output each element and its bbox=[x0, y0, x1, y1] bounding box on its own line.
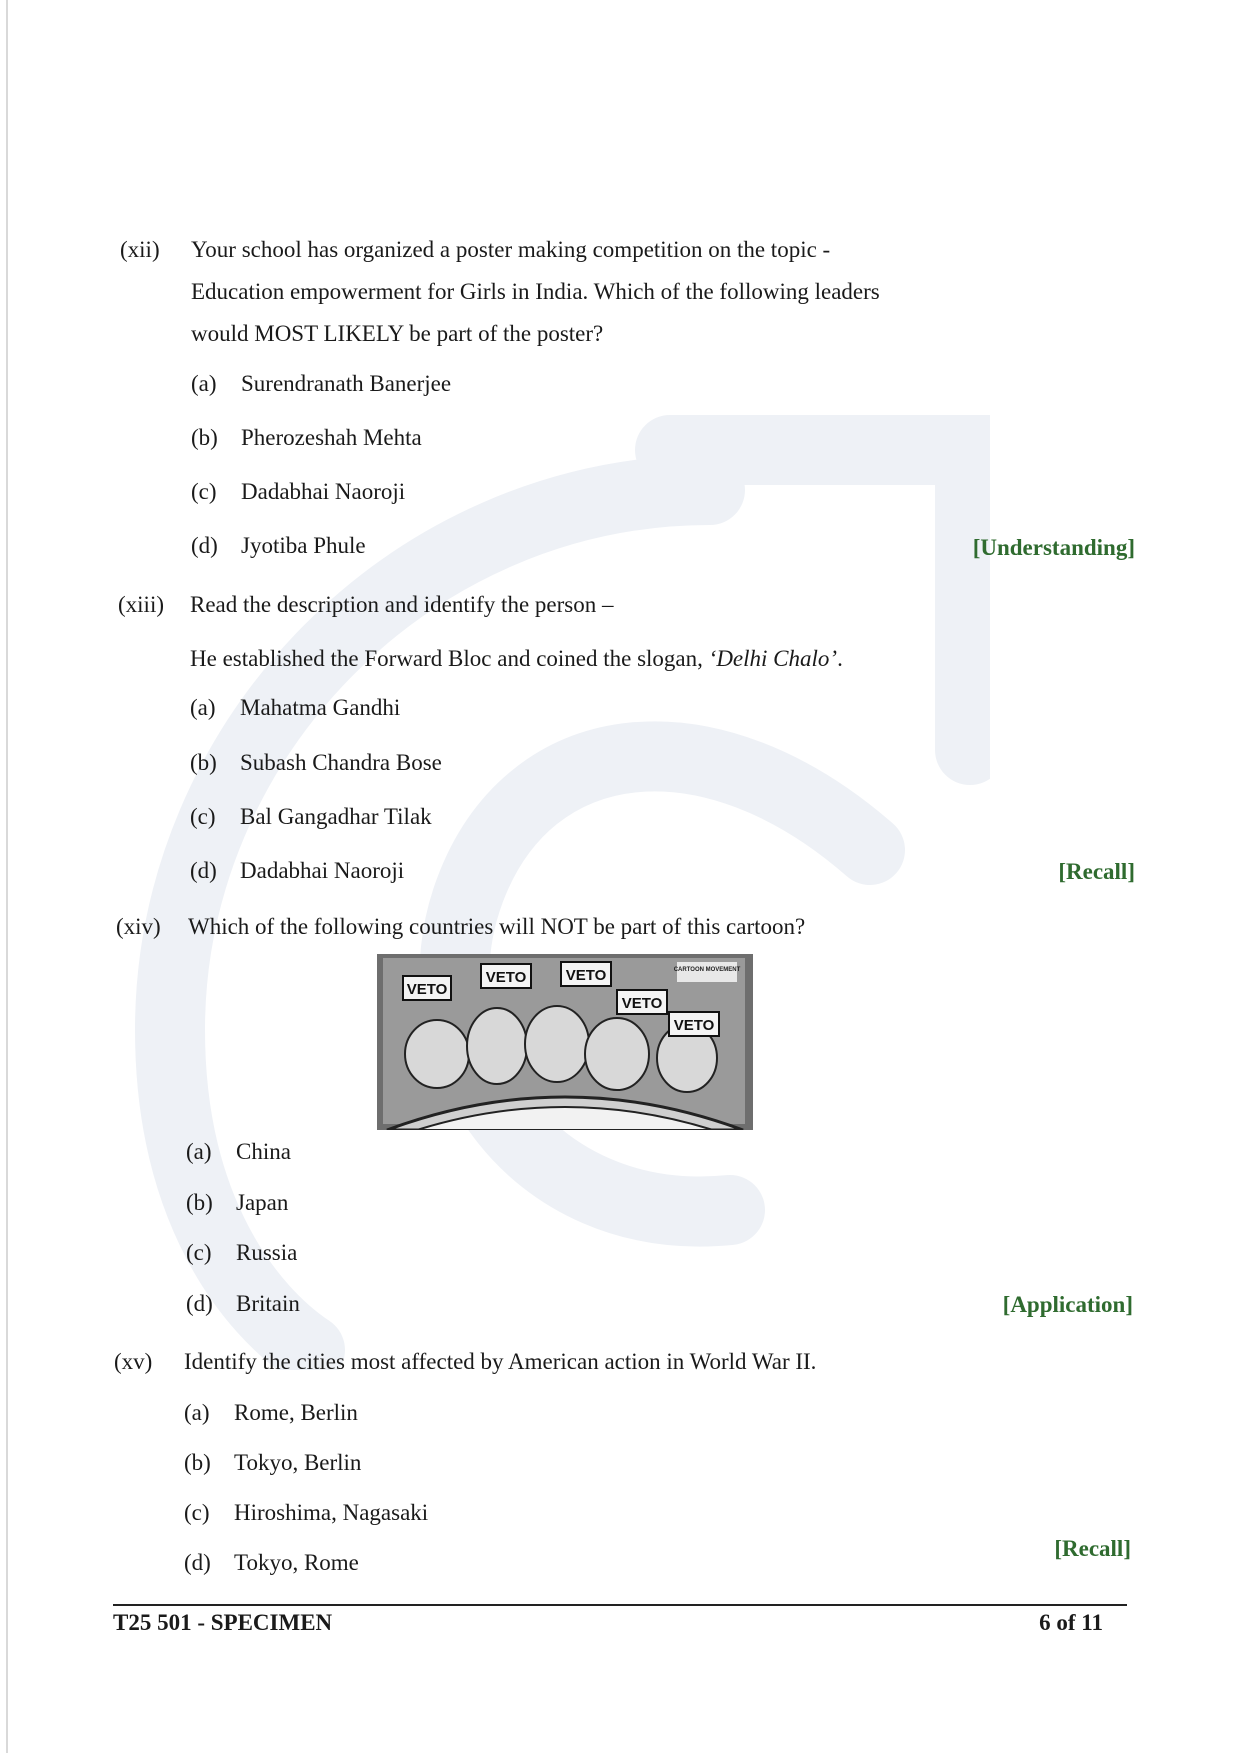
footer-rule bbox=[113, 1604, 1127, 1606]
option-c bbox=[190, 802, 432, 832]
option-label: (b) bbox=[184, 1450, 211, 1475]
question-number: (xiii) bbox=[118, 592, 164, 617]
option-label: (d) bbox=[190, 858, 217, 883]
option-b bbox=[186, 1188, 288, 1218]
cognitive-level-tag: [Application] bbox=[1002, 1292, 1133, 1317]
cartoon-figure-3 bbox=[525, 1006, 589, 1082]
option-label: (c) bbox=[191, 479, 217, 504]
veto-cartoon-image bbox=[377, 954, 753, 1130]
option-text: Bal Gangadhar Tilak bbox=[240, 804, 432, 829]
veto-sign: VETO bbox=[565, 967, 607, 984]
description-end: . bbox=[837, 646, 843, 671]
question-description bbox=[190, 638, 843, 680]
cognitive-level-tag: [Recall] bbox=[1054, 1536, 1131, 1561]
option-text: Jyotiba Phule bbox=[241, 533, 366, 558]
option-text: Subash Chandra Bose bbox=[240, 750, 442, 775]
option-a bbox=[191, 369, 451, 399]
option-label: (a) bbox=[190, 695, 216, 720]
option-label: (b) bbox=[191, 425, 218, 450]
veto-sign: VETO bbox=[673, 1017, 715, 1034]
option-label: (a) bbox=[191, 371, 217, 396]
option-d bbox=[184, 1548, 359, 1578]
option-label: (b) bbox=[190, 750, 217, 775]
option-d bbox=[191, 531, 366, 561]
page-number: 6 of 11 bbox=[1039, 1610, 1103, 1635]
cognitive-level-tag: [Understanding] bbox=[972, 535, 1135, 560]
option-b bbox=[191, 423, 422, 453]
option-text: Russia bbox=[236, 1240, 298, 1265]
option-c bbox=[191, 477, 405, 507]
cognitive-level-tag: [Recall] bbox=[1058, 859, 1135, 884]
option-a bbox=[184, 1398, 358, 1428]
left-edge-rule bbox=[6, 0, 8, 1753]
option-text: Pherozeshah Mehta bbox=[241, 425, 422, 450]
option-label: (d) bbox=[191, 533, 218, 558]
option-text: Dadabhai Naoroji bbox=[241, 479, 406, 504]
question-stem: Which of the following countries will NOT be part of this cartoon? bbox=[188, 914, 806, 939]
description-text: He established the Forward Bloc and coined the slogan, bbox=[190, 646, 709, 671]
option-label: (a) bbox=[184, 1400, 210, 1425]
option-text: Mahatma Gandhi bbox=[240, 695, 401, 720]
cartoon-figure-4 bbox=[585, 1018, 649, 1090]
cartoon-figure-2 bbox=[467, 1008, 527, 1084]
question-stem: Read the description and identify the person – bbox=[190, 592, 614, 617]
question-number: (xiv) bbox=[116, 914, 161, 939]
cartoon-credit: CARTOON MOVEMENT bbox=[673, 967, 741, 973]
option-label: (d) bbox=[186, 1291, 213, 1316]
option-a bbox=[190, 693, 400, 723]
option-text: Surendranath Banerjee bbox=[241, 371, 452, 396]
veto-sign: VETO bbox=[621, 995, 663, 1012]
cartoon-figure-1 bbox=[405, 1020, 469, 1088]
option-label: (b) bbox=[186, 1190, 213, 1215]
option-text: Britain bbox=[236, 1291, 300, 1316]
question-number: (xv) bbox=[114, 1349, 153, 1374]
option-a bbox=[186, 1137, 291, 1167]
option-text: Tokyo, Berlin bbox=[234, 1450, 362, 1475]
question-stem: Identify the cities most affected by American action in World War II. bbox=[184, 1349, 817, 1374]
paper-code: T25 501 - SPECIMEN bbox=[113, 1610, 333, 1635]
option-text: China bbox=[236, 1139, 291, 1164]
option-label: (c) bbox=[184, 1500, 210, 1525]
question-stem-line: Education empowerment for Girls in India. Which of the following leaders bbox=[191, 279, 880, 304]
option-d bbox=[186, 1289, 300, 1319]
option-text: Japan bbox=[236, 1190, 289, 1215]
question-number: (xii) bbox=[120, 237, 160, 262]
option-text: Rome, Berlin bbox=[234, 1400, 358, 1425]
option-text: Tokyo, Rome bbox=[234, 1550, 359, 1575]
option-label: (c) bbox=[190, 804, 216, 829]
option-c bbox=[184, 1498, 428, 1528]
veto-sign: VETO bbox=[485, 969, 527, 986]
option-label: (c) bbox=[186, 1240, 212, 1265]
option-b bbox=[184, 1448, 361, 1478]
veto-sign: VETO bbox=[406, 981, 448, 998]
option-text: Dadabhai Naoroji bbox=[240, 858, 405, 883]
option-d bbox=[190, 856, 404, 886]
question-stem-line: would MOST LIKELY be part of the poster? bbox=[191, 321, 604, 346]
option-c bbox=[186, 1238, 297, 1268]
option-label: (a) bbox=[186, 1139, 212, 1164]
option-text: Hiroshima, Nagasaki bbox=[234, 1500, 429, 1525]
question-stem-line: Your school has organized a poster making competition on the topic - bbox=[191, 237, 831, 262]
option-b bbox=[190, 748, 442, 778]
option-label: (d) bbox=[184, 1550, 211, 1575]
description-slogan: ‘Delhi Chalo’ bbox=[708, 646, 838, 671]
